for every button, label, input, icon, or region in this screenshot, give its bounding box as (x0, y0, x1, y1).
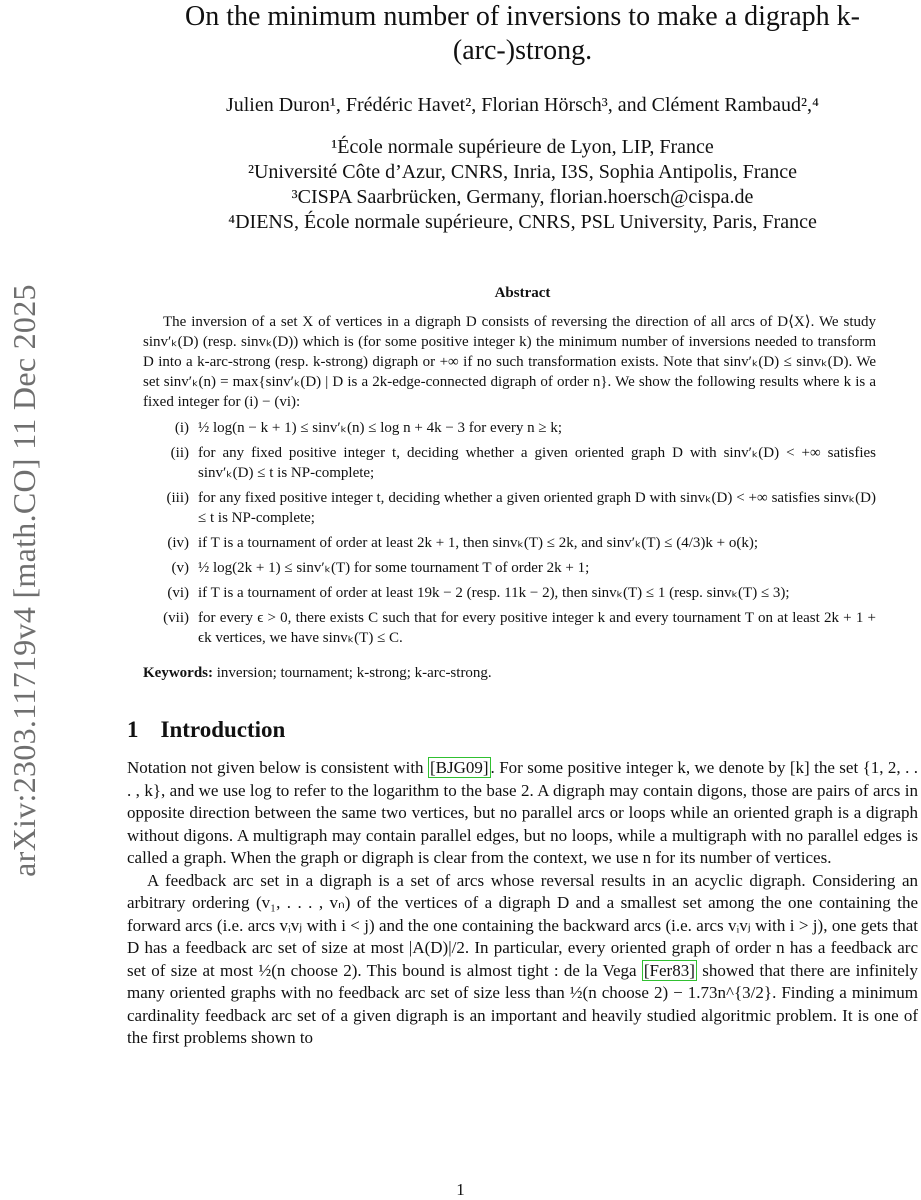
affiliation-4: ⁴DIENS, École normale supérieure, CNRS, PSL University, Paris, France (228, 211, 817, 233)
result-num: (vii) (163, 610, 189, 626)
result-text: if T is a tournament of order at least 19k − 2 (resp. 11k − 2), then sinvₖ(T) ≤ 1 (resp. sinvₖ(T) ≤ 3); (198, 585, 790, 601)
paper-page (127, 0, 918, 1050)
paragraph-text: . For some positive integer k, we denote by [k] the set {1, 2, . . . , k}, and we use log to refer to the logarithm to the base 2. A digraph may contain digons, those are pairs of arcs in opposite direction between the same two vertices, but no parallel arcs or loops while an oriented graph is a digraph without digons. A multigraph may contain parallel edges, but no loops, while a multigraph with no parallel edges is called a graph. When the graph or digraph is clear from the context, we use n for its number of vertices. (127, 758, 918, 867)
abstract (143, 312, 876, 683)
result-num: (i) (174, 420, 189, 436)
result-item (143, 418, 876, 438)
result-num: (iv) (167, 535, 189, 551)
arxiv-stamp (0, 220, 48, 940)
paragraph (127, 870, 918, 1050)
result-item (143, 583, 876, 603)
result-num: (v) (171, 560, 189, 576)
result-item (143, 533, 876, 553)
paragraph-text: A feedback arc set in a digraph is a set of arcs whose reversal results in an acyclic digraph. Considering an arbitrary ordering (v₁, . . . , vₙ) of the vertices of a digraph D and a smallest set among the one containing the forward arcs (i.e. arcs vᵢvⱼ with i < j) and the one containing the backward arcs (i.e. arcs vᵢvⱼ with i > j), one gets that D has a feedback arc set of size at most |A(D)|/2. In particular, every oriented graph of order n has a feedback arc set of size at most ½(n choose 2). This bound is almost tight : de la Vega (127, 870, 918, 980)
result-text: for any fixed positive integer t, deciding whether a given oriented graph D with sinvₖ(D) < +∞ satisfies sinvₖ(D) ≤ t is NP-complete; (198, 490, 876, 526)
abstract-text: The inversion of a set X of vertices in a digraph D consists of reversing the direction of all arcs of D⟨X⟩. We study sinv′ₖ(D) (resp. sinvₖ(D)) which is (for some positive integer k) the minimum number of inversions needed to transform D into a k-arc-strong (resp. k-strong) digraph or +∞ if no such transformation exists. Note that sinv′ₖ(D) ≤ sinvₖ(D). We set sinv′ₖ(n) = max{sinv′ₖ(D) | D is a 2k-edge-connected digraph of order n}. We show the following results where k is a fixed integer for (i) − (vi): (143, 314, 876, 410)
paragraph (127, 757, 918, 870)
result-item (143, 443, 876, 483)
result-text: if T is a tournament of order at least 2k + 1, then sinvₖ(T) ≤ 2k, and sinv′ₖ(T) ≤ (4/3)k + o(k); (198, 535, 759, 551)
paragraph-text: Notation not given below is consistent with (127, 758, 428, 777)
body-text (127, 757, 918, 1050)
affiliation-2: ²Université Côte d’Azur, CNRS, Inria, I3S, Sophia Antipolis, France (247, 161, 798, 183)
result-item (143, 488, 876, 528)
section-number: 1 (127, 717, 139, 742)
paper-title: On the minimum number of inversions to make a digraph k-(arc-)strong. (185, 1, 860, 66)
result-item (143, 558, 876, 578)
citation-link[interactable]: [Fer83] (643, 960, 695, 980)
paragraph-text: showed that there are infinitely many oriented graphs with no feedback arc set of size less than ½(n choose 2) − 1.73n^{3/2}. Finding a minimum cardinality feedback arc set of a given digraph is an important and heavily studied algoritmic problem. It is one of the first problems shown to (127, 960, 918, 1047)
affiliation-1: ¹École normale supérieure de Lyon, LIP, France (331, 136, 714, 158)
result-text: for any fixed positive integer t, deciding whether a given oriented graph D with sinv′ₖ(D) < +∞ satisfies sinv′ₖ(D) ≤ t is NP-complete; (198, 445, 876, 481)
result-list (143, 418, 876, 648)
section-heading (127, 717, 918, 743)
keywords-text: inversion; tournament; k-strong; k-arc-strong. (216, 665, 492, 681)
result-num: (iii) (166, 490, 189, 506)
result-num: (vi) (167, 585, 189, 601)
author-list: Julien Duron¹, Frédéric Havet², Florian Hörsch³, and Clément Rambaud²,⁴ (225, 94, 820, 116)
page-number: 1 (456, 1180, 465, 1199)
result-text: ½ log(n − k + 1) ≤ sinv′ₖ(n) ≤ log n + 4k − 3 for every n ≥ k; (198, 420, 562, 436)
affiliations (127, 135, 918, 235)
result-item (143, 608, 876, 648)
result-text: ½ log(2k + 1) ≤ sinv′ₖ(T) for some tournament T of order 2k + 1; (198, 560, 590, 576)
abstract-heading: Abstract (494, 285, 551, 301)
keywords-label: Keywords: (143, 665, 213, 681)
result-text: for every ϵ > 0, there exists C such that for every positive integer k and every tournament T on at least 2k + 1 + ϵk vertices, we have sinvₖ(T) ≤ C. (198, 610, 876, 646)
arxiv-stamp-text: arXiv:2303.11719v4 [math.CO] 11 Dec 2025 (5, 283, 42, 877)
affiliation-3: ³CISPA Saarbrücken, Germany, florian.hoersch@cispa.de (291, 186, 754, 208)
result-num: (ii) (170, 445, 189, 461)
section-title: Introduction (160, 717, 286, 742)
keywords (143, 663, 876, 683)
citation-link[interactable]: [BJG09] (429, 758, 489, 777)
